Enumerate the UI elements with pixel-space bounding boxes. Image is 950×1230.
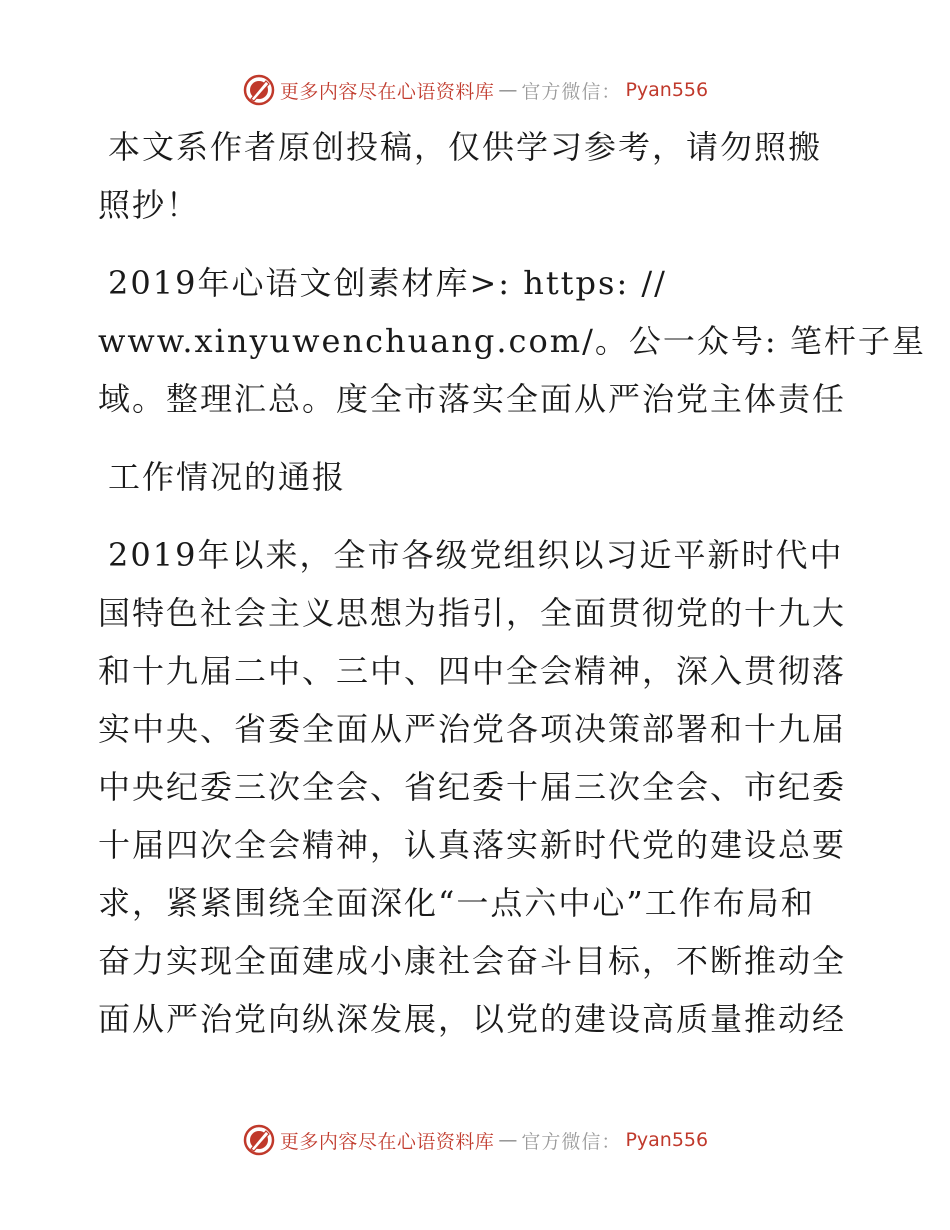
document-title: 工作情况的通报 [108, 458, 347, 496]
body-line: 奋力实现全面建成小康社会奋斗目标，不断推动全 [98, 942, 847, 980]
quill-logo-icon [242, 1123, 276, 1157]
wechat-id: Pyan556 [625, 79, 709, 101]
watermark-dash: — [498, 1129, 518, 1151]
watermark-text: 更多内容尽在心语资料库 [279, 80, 495, 103]
disclaimer-line: 本文系作者原创投稿，仅供学习参考，请勿照搬 [108, 128, 823, 166]
body-line: 2019年以来，全市各级党组织以习近平新时代中 [108, 536, 844, 574]
footer-watermark [0, 1120, 950, 1160]
header-watermark [0, 70, 950, 110]
body-line: 求，紧紧围绕全面深化“一点六中心”工作布局和 [98, 884, 815, 922]
body-line: 中央纪委三次全会、省纪委十届三次全会、市纪委 [98, 768, 847, 806]
watermark-text: 更多内容尽在心语资料库 [279, 1130, 495, 1153]
body-line: 实中央、省委全面从严治党各项决策部署和十九届 [98, 710, 847, 748]
body-line: 面从严治党向纵深发展，以党的建设高质量推动经 [98, 1000, 847, 1038]
source-line: 2019年心语文创素材库>: https: // [108, 264, 667, 302]
wechat-id: Pyan556 [625, 1129, 709, 1151]
body-line: 和十九届二中、三中、四中全会精神，深入贯彻落 [98, 652, 847, 690]
source-line: www.xinyuwenchuang.com/。公一众号: 笔杆子星 [98, 322, 926, 360]
body-line: 国特色社会主义思想为指引，全面贯彻党的十九大 [98, 594, 847, 632]
body-line: 十届四次全会精神，认真落实新时代党的建设总要 [98, 826, 847, 864]
source-line: 域。整理汇总。度全市落实全面从严治党主体责任 [98, 380, 847, 418]
wechat-label: 官方微信： [521, 80, 622, 103]
quill-logo-icon [242, 73, 276, 107]
wechat-label: 官方微信： [521, 1130, 622, 1153]
watermark-dash: — [498, 79, 518, 101]
disclaimer-line: 照抄！ [98, 186, 201, 224]
document-body [98, 118, 926, 1048]
